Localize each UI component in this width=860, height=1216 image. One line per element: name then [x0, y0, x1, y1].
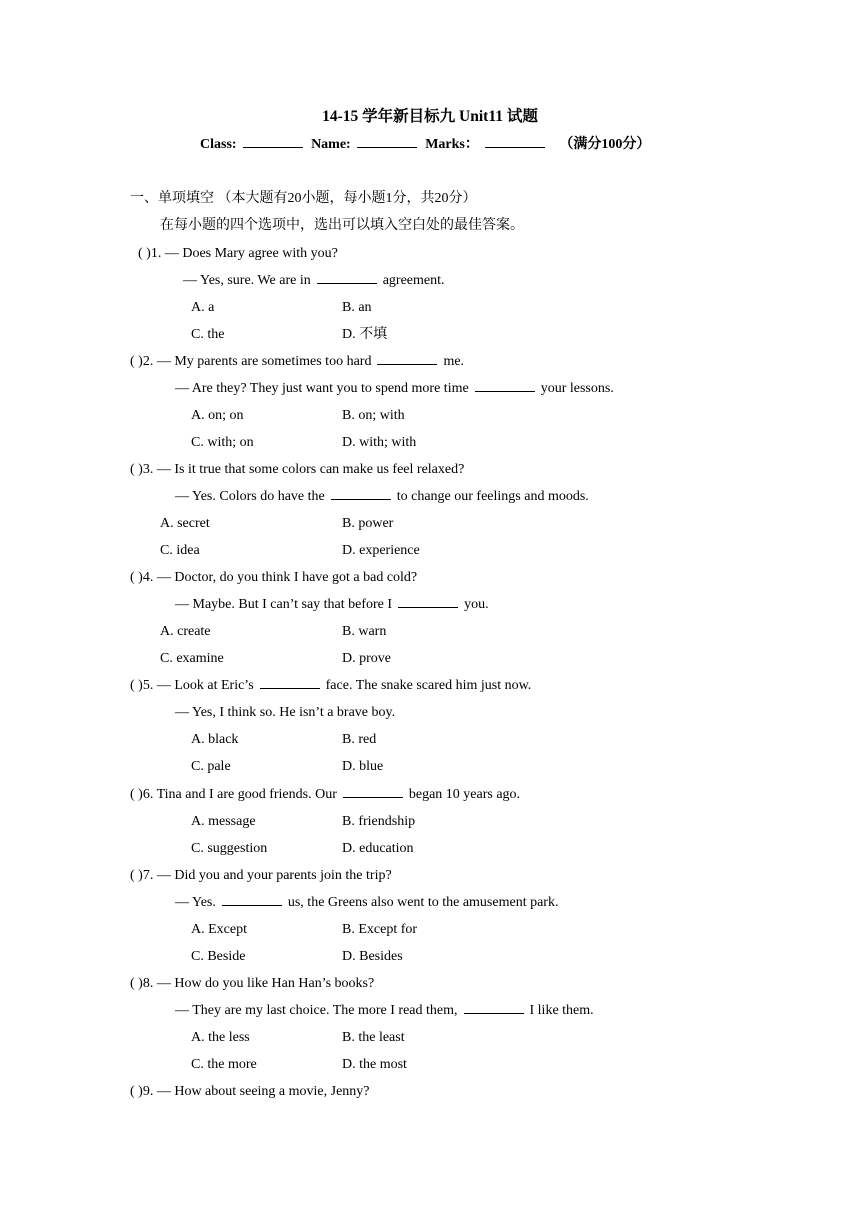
reply-text: — Are they? They just want you to spend more time	[175, 381, 469, 396]
option-b: B. power	[342, 516, 394, 531]
option-a: A. create	[160, 624, 211, 639]
reply-text-end: I like them.	[529, 1003, 594, 1018]
student-info-line	[200, 136, 650, 154]
marks-blank	[485, 136, 545, 148]
option-b: B. an	[342, 300, 372, 315]
reply-text: — Maybe. But I can’t say that before I	[175, 597, 393, 612]
question-number: ( )3.	[130, 462, 157, 477]
option-c: C. the	[191, 327, 225, 342]
question-number: ( )1.	[138, 246, 165, 261]
reply-text: — Yes, I think so. He isn’t a brave boy.	[175, 705, 396, 720]
question-text: Tina and I are good friends. Our	[156, 787, 337, 802]
option-d: D. blue	[342, 759, 384, 774]
question-number: ( )2.	[130, 354, 157, 369]
option-c: C. idea	[160, 543, 200, 558]
option-b: B. red	[342, 732, 377, 747]
reply-text-end: your lessons.	[540, 381, 614, 396]
question-text-end: me.	[443, 354, 465, 369]
question-3-reply	[175, 488, 589, 506]
answer-blank	[398, 596, 458, 608]
question-3	[130, 461, 464, 479]
option-a: A. on; on	[191, 408, 244, 423]
name-label: Name:	[311, 137, 351, 152]
question-text-end: began 10 years ago.	[408, 787, 521, 802]
reply-text-end: you.	[464, 597, 489, 612]
option-d: D. experience	[342, 543, 420, 558]
answer-blank	[475, 380, 535, 392]
option-b: B. Except for	[342, 922, 418, 937]
question-text: — How do you like Han Han’s books?	[156, 976, 375, 991]
answer-blank	[331, 488, 391, 500]
question-text-end: face. The snake scared him just now.	[325, 678, 532, 693]
question-1	[138, 245, 338, 263]
question-6	[130, 786, 520, 804]
option-c: C. the more	[191, 1057, 257, 1072]
class-blank	[243, 136, 303, 148]
answer-blank	[260, 677, 320, 689]
class-label: Class:	[200, 137, 237, 152]
option-a: A. message	[191, 814, 256, 829]
option-b: B. the least	[342, 1030, 405, 1045]
option-b: B. warn	[342, 624, 387, 639]
answer-blank	[317, 272, 377, 284]
question-number: ( )9.	[130, 1084, 157, 1099]
option-d: D. education	[342, 841, 414, 856]
question-text: — How about seeing a movie, Jenny?	[156, 1084, 370, 1099]
option-d: D. with; with	[342, 435, 417, 450]
reply-text-end: us, the Greens also went to the amusement park.	[287, 895, 559, 910]
question-text: — Is it true that some colors can make us feel relaxed?	[156, 462, 465, 477]
answer-blank	[343, 786, 403, 798]
option-a: A. the less	[191, 1030, 250, 1045]
full-marks: （满分100分）	[559, 137, 651, 152]
question-number: ( )5.	[130, 678, 157, 693]
question-1-reply	[183, 272, 445, 290]
question-number: ( )7.	[130, 868, 157, 883]
reply-text-end: to change our feelings and moods.	[396, 489, 589, 504]
option-d: D. prove	[342, 651, 391, 666]
reply-text: — Yes.	[175, 895, 216, 910]
question-2-reply	[175, 380, 614, 398]
option-d: D. Besides	[342, 949, 403, 964]
question-text: — Does Mary agree with you?	[164, 246, 338, 261]
reply-text: — Yes, sure. We are in	[183, 273, 311, 288]
option-c: C. pale	[191, 759, 231, 774]
option-a: A. Except	[191, 922, 247, 937]
question-8	[130, 975, 374, 993]
question-2	[130, 353, 464, 371]
question-number: ( )8.	[130, 976, 157, 991]
option-d: D. 不填	[342, 327, 388, 342]
option-c: C. examine	[160, 651, 224, 666]
name-blank	[357, 136, 417, 148]
section-instruction: 在每小题的四个选项中，选出可以填入空白处的最佳答案。	[160, 218, 524, 233]
option-c: C. Beside	[191, 949, 246, 964]
page-title: 14-15 学年新目标九 Unit11 试题	[322, 108, 538, 125]
question-5	[130, 677, 531, 695]
question-text: — Look at Eric’s	[156, 678, 254, 693]
question-7-reply	[175, 894, 558, 912]
option-d: D. the most	[342, 1057, 407, 1072]
section-heading: 一、单项填空 （本大题有20小题，每小题1分，共20分）	[130, 191, 477, 206]
question-8-reply	[175, 1002, 594, 1020]
question-9	[130, 1083, 370, 1101]
option-b: B. friendship	[342, 814, 416, 829]
question-text: — Doctor, do you think I have got a bad cold?	[156, 570, 418, 585]
option-a: A. a	[191, 300, 215, 315]
option-c: C. with; on	[191, 435, 254, 450]
answer-blank	[222, 894, 282, 906]
question-text: — My parents are sometimes too hard	[156, 354, 372, 369]
option-a: A. black	[191, 732, 239, 747]
option-c: C. suggestion	[191, 841, 268, 856]
answer-blank	[464, 1002, 524, 1014]
question-5-reply	[175, 704, 395, 722]
question-4	[130, 569, 417, 587]
reply-text: — Yes. Colors do have the	[175, 489, 325, 504]
reply-text: — They are my last choice. The more I read them,	[175, 1003, 458, 1018]
marks-label: Marks：	[425, 137, 479, 152]
question-4-reply	[175, 596, 489, 614]
reply-text-end: agreement.	[382, 273, 445, 288]
question-text: — Did you and your parents join the trip?	[156, 868, 392, 883]
option-a: A. secret	[160, 516, 210, 531]
option-b: B. on; with	[342, 408, 405, 423]
question-7	[130, 867, 392, 885]
answer-blank	[377, 353, 437, 365]
question-number: ( )6.	[130, 787, 157, 802]
question-number: ( )4.	[130, 570, 157, 585]
